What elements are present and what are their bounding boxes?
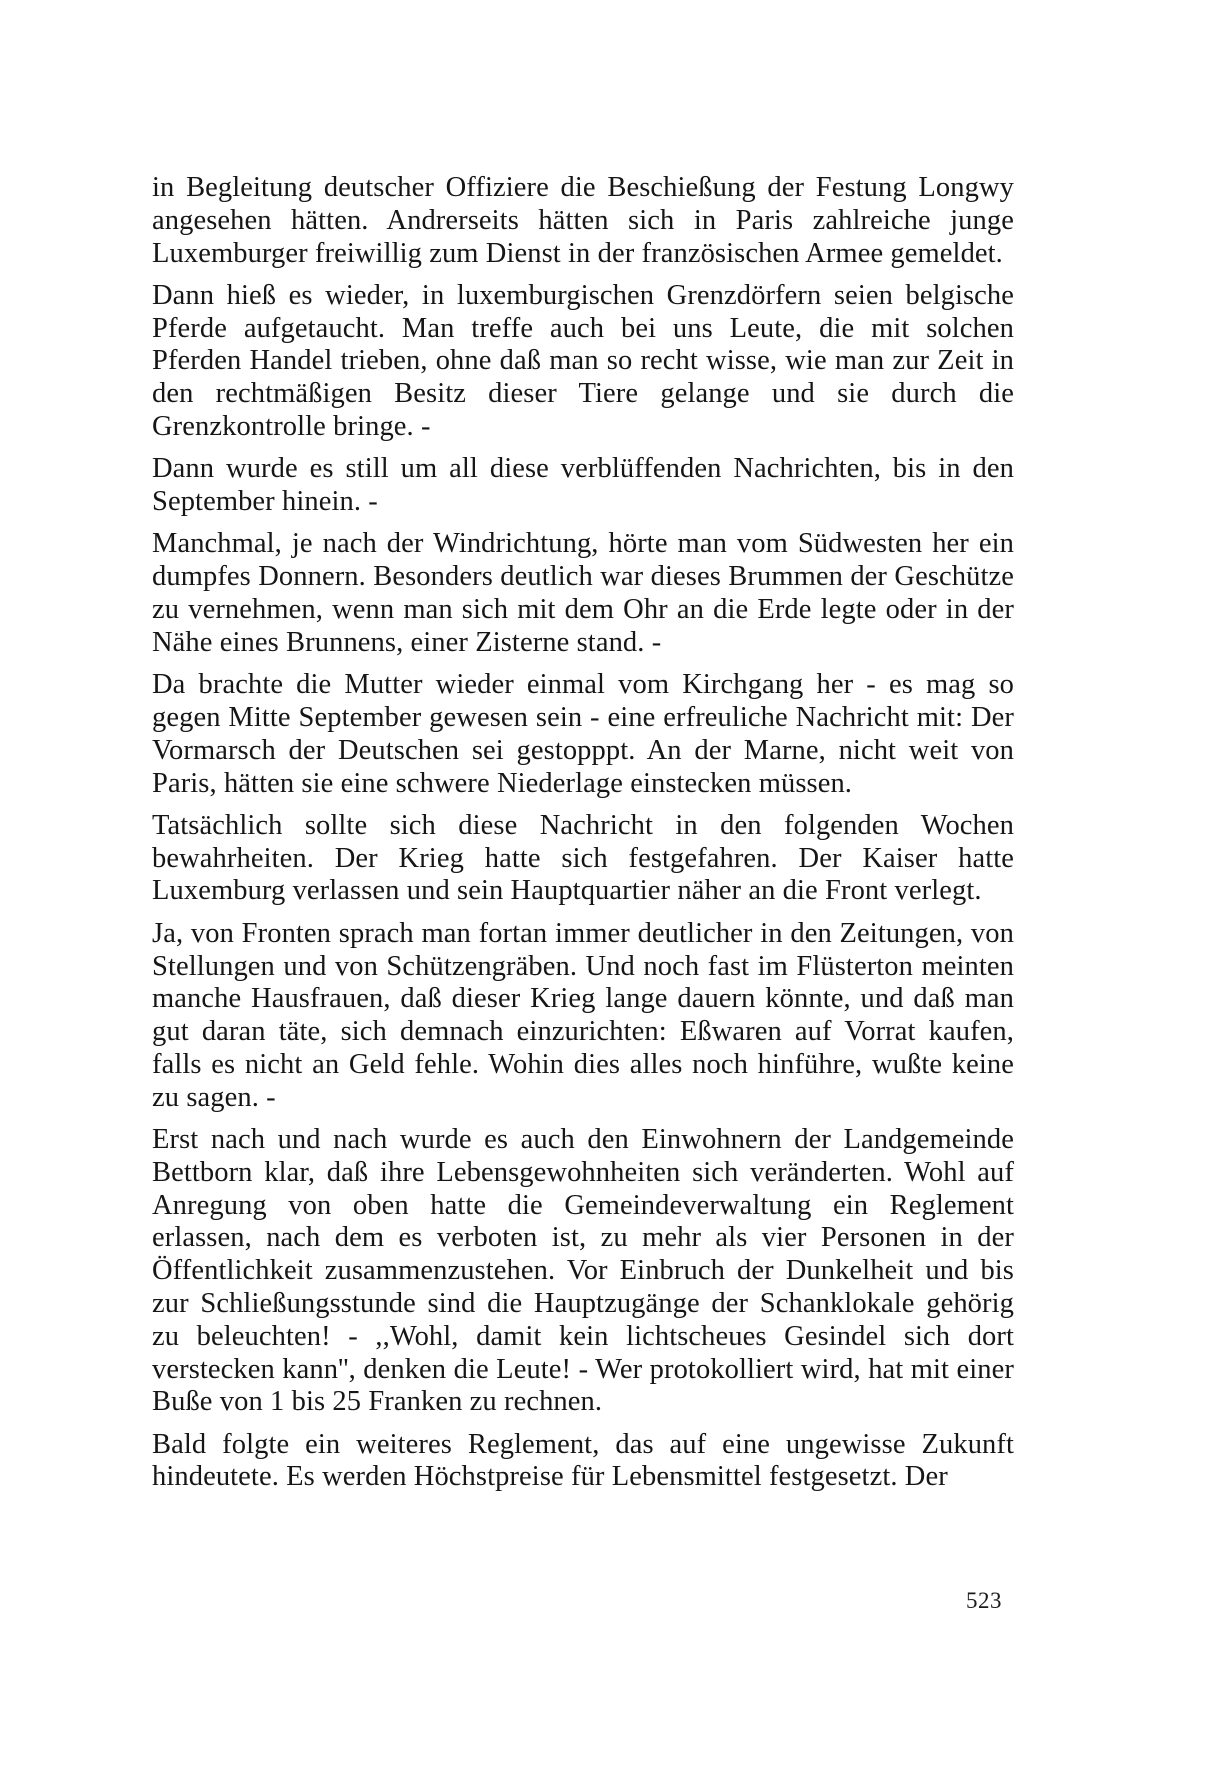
paragraph-1: in Begleitung deutscher Offiziere die Beschießung der Festung Longwy angesehen hätten. Andrerseits hätten sich in Paris zahlreiche junge Luxemburger freiwillig zum Dienst in der französischen Armee gemeldet. [152, 172, 1014, 269]
paragraph-7: Ja, von Fronten sprach man fortan immer deutlicher in den Zeitungen, von Stellungen und von Schützengräben. Und noch fast im Flüsterton meinten manche Hausfrauen, daß dieser Krieg lange dauern könnte, und daß man gut daran täte, sich demnach einzurichten: Eßwaren auf Vorrat kaufen, falls es nicht an Geld fehle. Wohin dies alles noch hinführe, wußte keine zu sagen. - [152, 917, 1014, 1113]
paragraph-5: Da brachte die Mutter wieder einmal vom Kirchgang her - es mag so gegen Mitte September gewesen sein - eine erfreuliche Nachricht mit: Der Vormarsch der Deutschen sei gestopppt. An der Marne, nicht weit von Paris, hätten sie eine schwere Niederlage einstecken müssen. [152, 669, 1014, 799]
body-text [152, 172, 1014, 1494]
paragraph-9: Bald folgte ein weiteres Reglement, das auf eine ungewisse Zukunft hindeutete. Es werden Höchstpreise für Lebensmittel festgesetzt. Der [152, 1428, 1014, 1493]
paragraph-8: Erst nach und nach wurde es auch den Einwohnern der Landgemeinde Bettborn klar, daß ihre Lebensgewohnheiten sich veränderten. Wohl auf Anregung von oben hatte die Gemeindeverwaltung ein Reglement erlassen, nach dem es verboten ist, zu mehr als vier Personen in der Öffentlichkeit zusammenzustehen. Vor Einbruch der Dunkelheit und bis zur Schließungsstunde sind die Hauptzugänge der Schanklokale gehörig zu beleuchten! - ,,Wohl, damit kein lichtscheues Gesindel sich dort verstecken kann'', denken die Leute! - Wer protokolliert wird, hat mit einer Buße von 1 bis 25 Franken zu rechnen. [152, 1124, 1014, 1418]
paragraph-2: Dann hieß es wieder, in luxemburgischen Grenzdörfern seien belgische Pferde aufgetaucht. Man treffe auch bei uns Leute, die mit solchen Pferden Handel trieben, ohne daß man so recht wisse, wie man zur Zeit in den rechtmäßigen Besitz dieser Tiere gelange und sie durch die Grenzkontrolle bringe. - [152, 279, 1014, 443]
paragraph-6: Tatsächlich sollte sich diese Nachricht in den folgenden Wochen bewahrheiten. Der Krieg hatte sich festgefahren. Der Kaiser hatte Luxemburg verlassen und sein Hauptquartier näher an die Front verlegt. [152, 809, 1014, 907]
paragraph-3: Dann wurde es still um all diese verblüffenden Nachrichten, bis in den September hinein. - [152, 453, 1014, 518]
page-number: 523 [966, 1588, 1002, 1613]
paragraph-4: Manchmal, je nach der Windrichtung, hörte man vom Südwesten her ein dumpfes Donnern. Besonders deutlich war dieses Brummen der Geschütze zu vernehmen, wenn man sich mit dem Ohr an die Erde legte oder in der Nähe eines Brunnens, einer Zisterne stand. - [152, 528, 1014, 658]
